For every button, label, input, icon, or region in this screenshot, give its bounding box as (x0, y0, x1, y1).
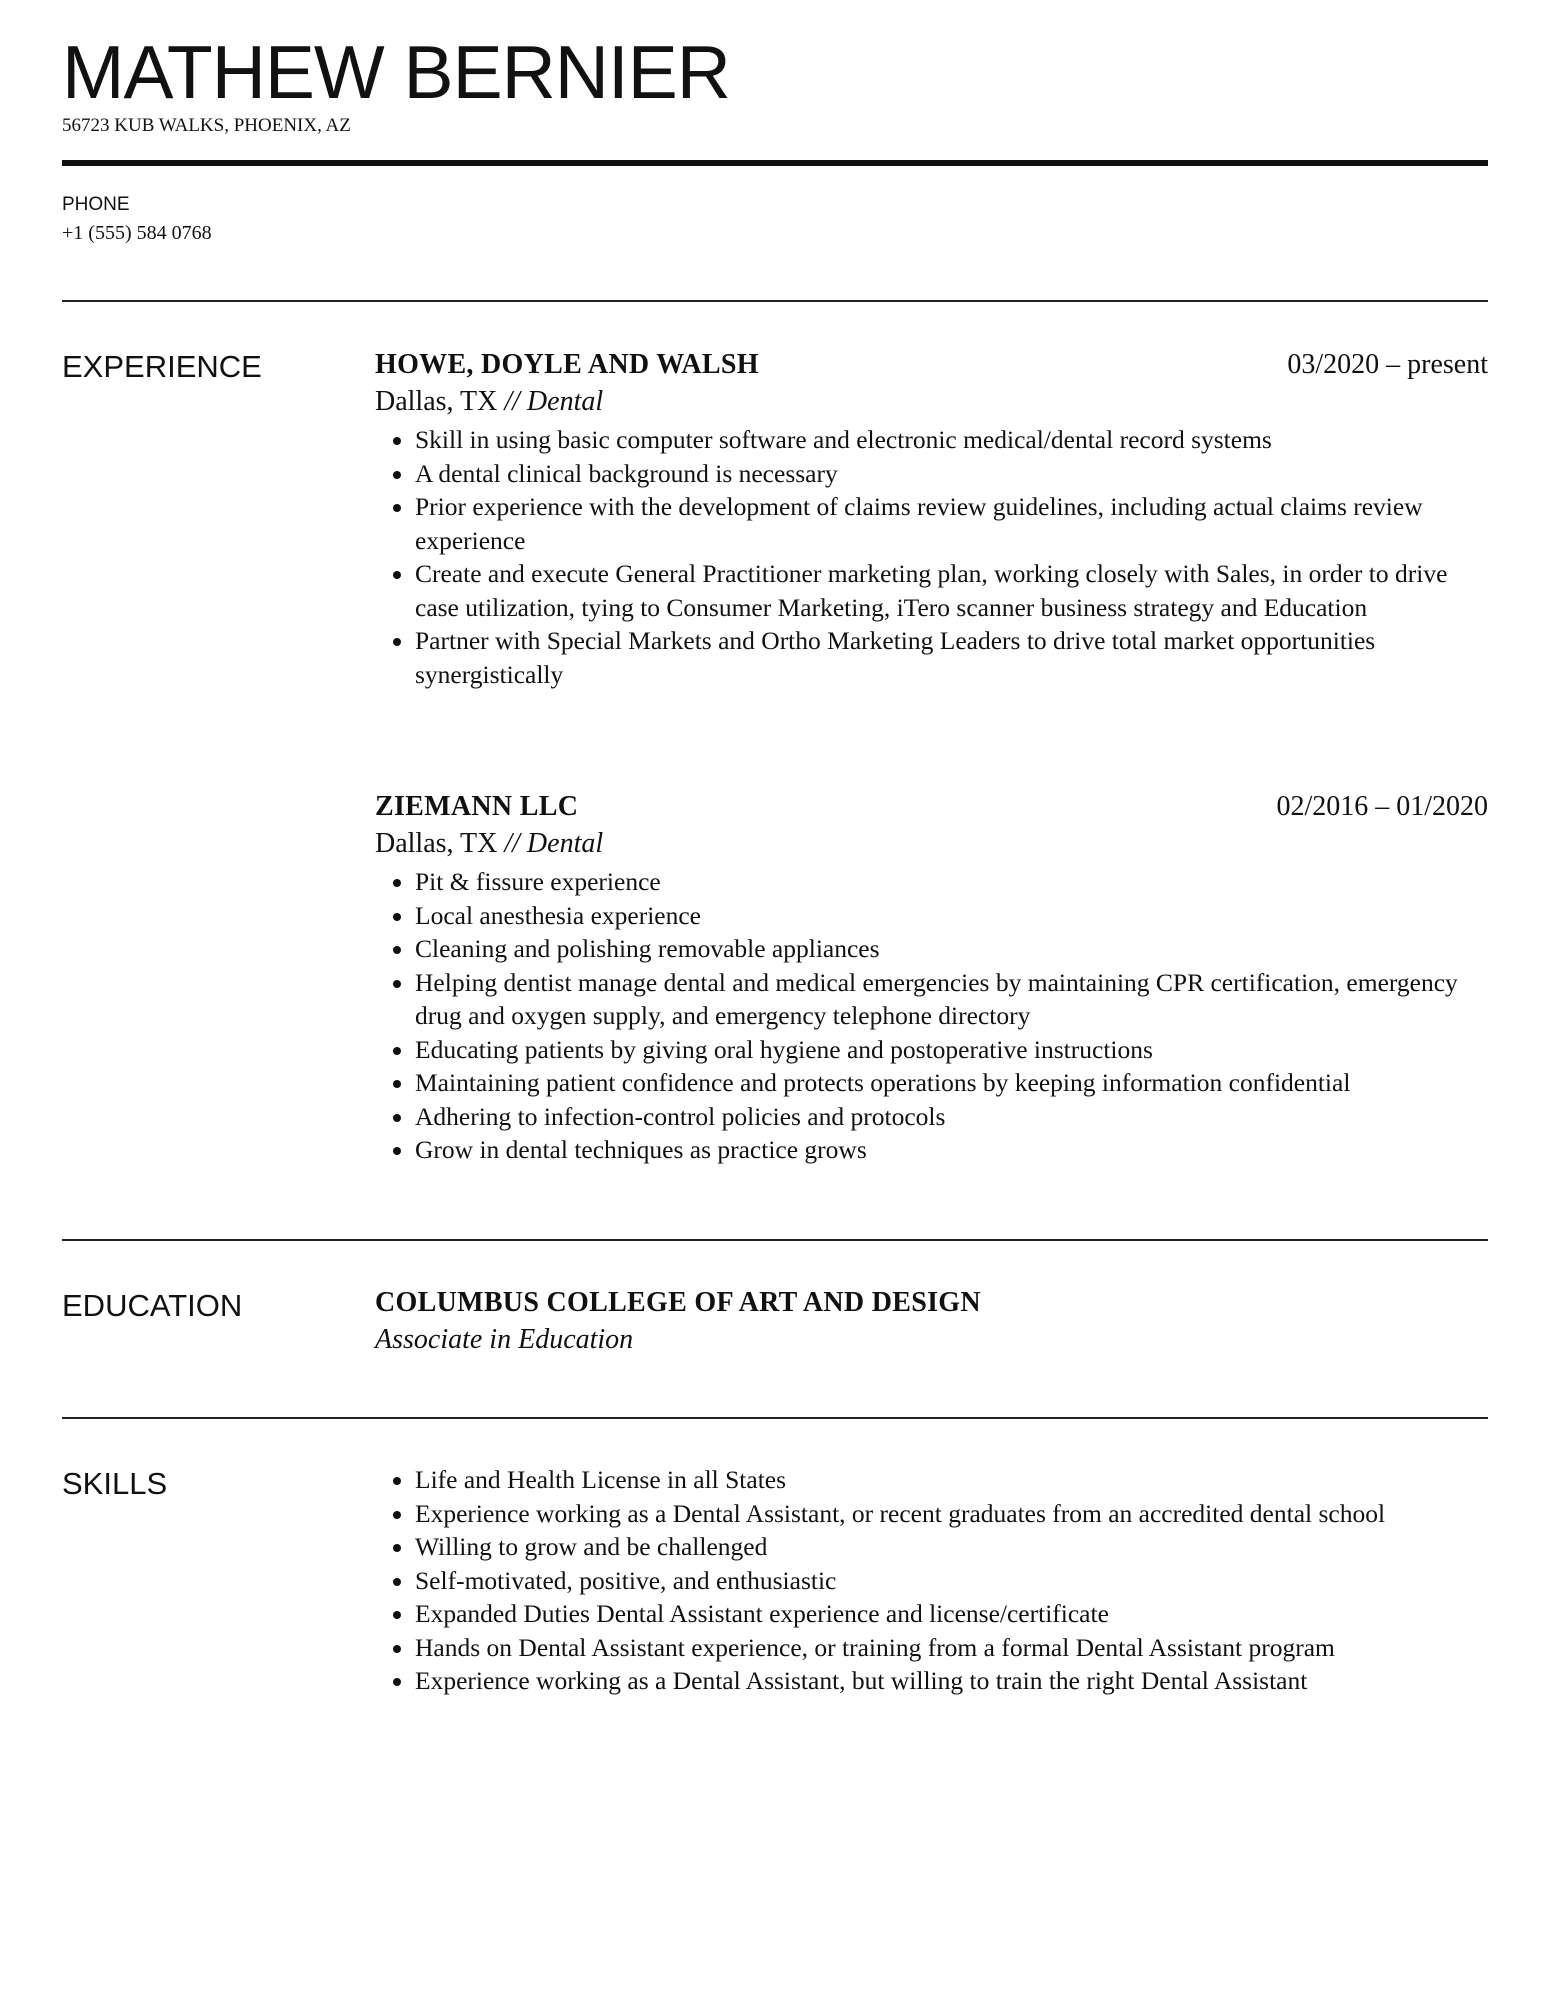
job-dates: 03/2020 – present (1287, 349, 1488, 380)
job-bullets (375, 423, 1488, 691)
list-item: • Hands on Dental Assistant experience, or training from a formal Dental Assistant program (415, 1631, 1488, 1665)
list-item: • Willing to grow and be challenged (415, 1530, 1488, 1564)
job-header (375, 347, 1488, 383)
job-location: Dallas, TX (375, 828, 498, 859)
phone-value: +1 (555) 584 0768 (62, 222, 212, 244)
job-industry: Dental (526, 828, 604, 859)
education-entry (375, 1285, 1488, 1359)
candidate-name: MATHEW BERNIER (62, 30, 730, 114)
job-header (375, 789, 1488, 825)
list-item: • Experience working as a Dental Assistant, but willing to train the right Dental Assistant (415, 1664, 1488, 1698)
list-item: • Create and execute General Practitioner marketing plan, working closely with Sales, in order to drive case utilization, tying to Consumer Marketing, iTero scanner business strategy and Education (415, 557, 1488, 624)
list-item: • Expanded Duties Dental Assistant experience and license/certificate (415, 1597, 1488, 1631)
job-dates: 02/2016 – 01/2020 (1276, 791, 1488, 822)
job-company: HOWE, DOYLE AND WALSH (375, 349, 759, 380)
section-divider (62, 1239, 1488, 1241)
list-item: • Prior experience with the development of claims review guidelines, including actual claims review experience (415, 490, 1488, 557)
list-item: • Local anesthesia experience (415, 899, 1488, 933)
list-item: • A dental clinical background is necessary (415, 457, 1488, 491)
list-item: • Life and Health License in all States (415, 1463, 1488, 1497)
list-item: • Pit & fissure experience (415, 865, 1488, 899)
header-divider (62, 160, 1488, 166)
skills-list (375, 1463, 1488, 1698)
section-divider (62, 300, 1488, 302)
job-company: ZIEMANN LLC (375, 791, 579, 822)
job-location: Dallas, TX (375, 386, 498, 417)
list-item: • Educating patients by giving oral hygiene and postoperative instructions (415, 1033, 1488, 1067)
skills-heading: SKILLS (62, 1466, 168, 1501)
list-item: • Grow in dental techniques as practice grows (415, 1133, 1488, 1167)
job-location-line (375, 825, 1488, 863)
job-bullets (375, 865, 1488, 1167)
education-school: COLUMBUS COLLEGE OF ART AND DESIGN (375, 1287, 981, 1318)
list-item: • Skill in using basic computer software and electronic medical/dental record systems (415, 423, 1488, 457)
list-item: • Partner with Special Markets and Ortho Marketing Leaders to drive total market opportunities synergistically (415, 624, 1488, 691)
skills-entry (375, 1463, 1488, 1698)
job-industry: Dental (526, 386, 604, 417)
list-item: • Self-motivated, positive, and enthusiastic (415, 1564, 1488, 1598)
experience-job (375, 789, 1488, 1167)
list-item: • Maintaining patient confidence and protects operations by keeping information confidential (415, 1066, 1488, 1100)
candidate-address: 56723 KUB WALKS, PHOENIX, AZ (62, 115, 351, 136)
job-separator: // (504, 386, 520, 417)
experience-heading: EXPERIENCE (62, 349, 262, 384)
section-divider (62, 1417, 1488, 1419)
experience-job (375, 347, 1488, 691)
list-item: • Cleaning and polishing removable appliances (415, 932, 1488, 966)
phone-label: PHONE (62, 194, 130, 215)
list-item: • Helping dentist manage dental and medical emergencies by maintaining CPR certification, emergency drug and oxygen supply, and emergency telephone directory (415, 966, 1488, 1033)
education-heading: EDUCATION (62, 1288, 243, 1323)
job-separator: // (504, 828, 520, 859)
job-location-line (375, 383, 1488, 421)
education-degree: Associate in Education (375, 1324, 634, 1355)
list-item: • Experience working as a Dental Assistant, or recent graduates from an accredited dental school (415, 1497, 1488, 1531)
list-item: • Adhering to infection-control policies and protocols (415, 1100, 1488, 1134)
